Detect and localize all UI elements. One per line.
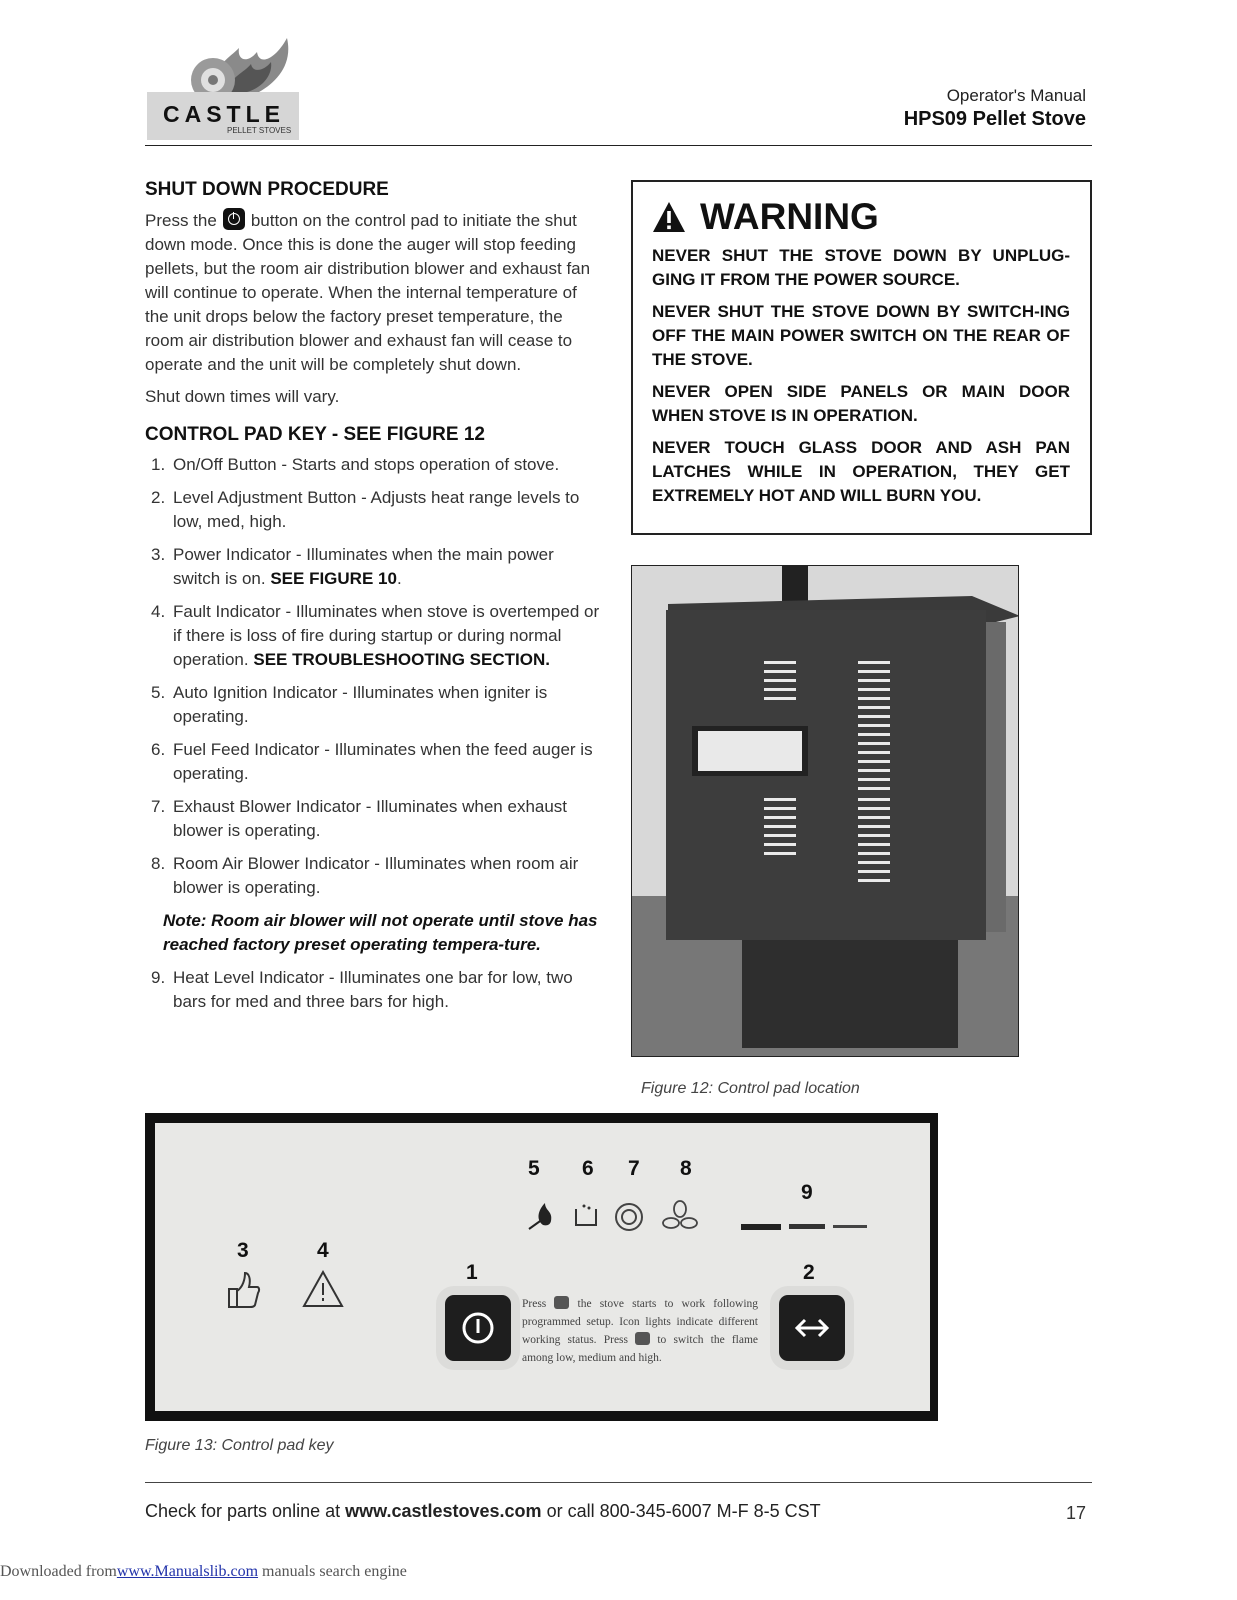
list-item xyxy=(145,966,600,1014)
logo-text: CASTLE xyxy=(163,101,285,127)
list-tail: . xyxy=(396,569,402,588)
logo-subtext: PELLET STOVES xyxy=(227,126,292,135)
warning-line: NEVER SHUT THE STOVE DOWN BY SWITCH-ING OFF THE MAIN POWER SWITCH ON THE REAR OF THE STOVE. xyxy=(652,302,1070,369)
room-air-fan-icon xyxy=(661,1199,699,1235)
list-text: Fuel Feed Indicator - Illuminates when the feed auger is operating. xyxy=(173,740,593,783)
pad-label-3: 3 xyxy=(237,1239,249,1262)
blower-note: Note: Room air blower will not operate until stove has reached factory preset operating tempera-ture. xyxy=(163,911,598,954)
list-text: Auto Ignition Indicator - Illuminates when igniter is operating. xyxy=(173,683,548,726)
list-text: Room Air Blower Indicator - Illuminates when room air blower is operating. xyxy=(173,854,579,897)
pad-label-9: 9 xyxy=(801,1181,813,1204)
warning-box xyxy=(631,180,1092,535)
warning-heading xyxy=(652,196,1070,238)
footer-text xyxy=(145,1501,821,1522)
warning-title: WARNING xyxy=(700,196,879,237)
list-item xyxy=(145,852,600,900)
footer-prefix: Check for parts online at xyxy=(145,1501,341,1521)
list-bold-ref: SEE FIGURE 10 xyxy=(270,569,397,588)
list-item xyxy=(145,681,600,729)
shutdown-text-before: Press the xyxy=(145,211,217,230)
manual-title: Operator's Manual xyxy=(946,86,1086,105)
list-number: 5. xyxy=(151,683,166,702)
shutdown-text-after: button on the control pad to initiate the shut down mode. Once this is done the auger will stop feeding pellets, but the room air distribution blower and exhaust fan will continue to operate. When the internal temperature of the unit drops below the factory preset temperature, the room air distribution blower and exhaust fan will cease to operate and the unit will be completely shut down. xyxy=(145,211,591,374)
download-banner xyxy=(0,1563,407,1581)
level-adjust-button[interactable] xyxy=(779,1295,845,1361)
list-number: 9. xyxy=(151,968,166,987)
fuel-feed-icon xyxy=(571,1201,601,1231)
control-key-heading: CONTROL PAD KEY - SEE FIGURE 12 xyxy=(145,424,485,445)
list-text: Level Adjustment Button - Adjusts heat range levels to low, med, high. xyxy=(173,488,580,531)
list-number: 7. xyxy=(151,797,166,816)
pad-instructions xyxy=(522,1295,758,1367)
pad-text-body2: to switch the flame among low, medium and high. xyxy=(522,1334,759,1364)
list-number: 1. xyxy=(151,455,166,474)
list-item xyxy=(145,543,600,591)
list-number: 3. xyxy=(151,545,166,564)
pad-text-press: Press xyxy=(522,1298,547,1310)
figure-12-caption: Figure 12: Control pad location xyxy=(641,1080,860,1097)
footer-suffix: or call 800-345-6007 M-F 8-5 CST xyxy=(546,1501,821,1521)
warning-triangle-icon xyxy=(652,201,686,233)
stove-photo xyxy=(631,565,1019,1057)
double-arrow-icon xyxy=(779,1295,845,1361)
model-title: HPS09 Pellet Stove xyxy=(903,108,1086,130)
heat-level-bars-icon xyxy=(739,1219,871,1235)
power-indicator-icon xyxy=(223,1269,263,1311)
pad-label-5: 5 xyxy=(528,1157,540,1180)
warning-line: NEVER TOUCH GLASS DOOR AND ASH PAN LATCHES WHILE IN OPERATION, THEY GET EXTREMELY HOT AND WILL BURN YOU. xyxy=(652,438,1070,505)
exhaust-blower-icon xyxy=(611,1201,647,1233)
pad-label-4: 4 xyxy=(317,1239,329,1262)
list-number: 4. xyxy=(151,602,166,621)
pad-label-8: 8 xyxy=(680,1157,692,1180)
list-text: Heat Level Indicator - Illuminates one bar for low, two bars for med and three bars for high. xyxy=(173,968,573,1011)
list-number: 2. xyxy=(151,488,166,507)
download-prefix: Downloaded from xyxy=(0,1563,117,1580)
list-text: Fault Indicator - Illuminates when stove is overtemped or if there is loss of fire during startup or during normal operation. xyxy=(173,602,600,669)
mini-arrow-icon xyxy=(635,1332,650,1345)
mini-power-icon xyxy=(554,1296,569,1309)
list-number: 8. xyxy=(151,854,166,873)
control-pad-figure xyxy=(145,1113,938,1421)
left-column xyxy=(145,178,600,1023)
pad-label-6: 6 xyxy=(582,1157,594,1180)
footer-divider xyxy=(145,1482,1092,1483)
shutdown-paragraph xyxy=(145,208,600,377)
footer-url-link[interactable]: www.castlestoves.com xyxy=(345,1501,542,1521)
pad-text-body1: the stove starts to work following programmed setup. Icon lights indicate different working status. Press xyxy=(522,1298,759,1346)
pad-label-2: 2 xyxy=(803,1261,815,1284)
warning-line: NEVER SHUT THE STOVE DOWN BY UNPLUG-GING IT FROM THE POWER SOURCE. xyxy=(652,246,1070,289)
shutdown-times: Shut down times will vary. xyxy=(145,387,340,406)
manualslib-link[interactable]: www.Manualslib.com xyxy=(116,1563,259,1580)
list-item xyxy=(145,600,600,672)
figure-13-caption: Figure 13: Control pad key xyxy=(145,1437,334,1454)
download-suffix: manuals search engine xyxy=(262,1563,407,1580)
list-text: On/Off Button - Starts and stops operation of stove. xyxy=(173,455,560,474)
list-item xyxy=(145,453,600,477)
warning-line: NEVER OPEN SIDE PANELS OR MAIN DOOR WHEN STOVE IS IN OPERATION. xyxy=(652,382,1070,425)
header-divider xyxy=(145,145,1092,146)
list-number: 6. xyxy=(151,740,166,759)
fault-indicator-icon xyxy=(301,1269,345,1309)
list-text: Power Indicator - Illuminates when the main power switch is on. xyxy=(173,545,554,588)
pad-label-1: 1 xyxy=(466,1261,478,1284)
header-title-block xyxy=(904,86,1086,132)
list-item xyxy=(145,738,600,786)
list-text: Exhaust Blower Indicator - Illuminates when exhaust blower is operating. xyxy=(173,797,568,840)
power-icon xyxy=(445,1295,511,1361)
power-button-icon xyxy=(223,208,245,230)
shutdown-heading: SHUT DOWN PROCEDURE xyxy=(145,179,389,200)
list-item xyxy=(145,486,600,534)
on-off-button[interactable] xyxy=(445,1295,511,1361)
list-item xyxy=(145,795,600,843)
control-pad-panel xyxy=(155,1123,930,1411)
list-bold-ref: SEE TROUBLESHOOTING SECTION. xyxy=(253,650,550,669)
page-number: 17 xyxy=(1065,1503,1086,1523)
pad-label-7: 7 xyxy=(628,1157,640,1180)
castle-logo xyxy=(147,30,302,142)
